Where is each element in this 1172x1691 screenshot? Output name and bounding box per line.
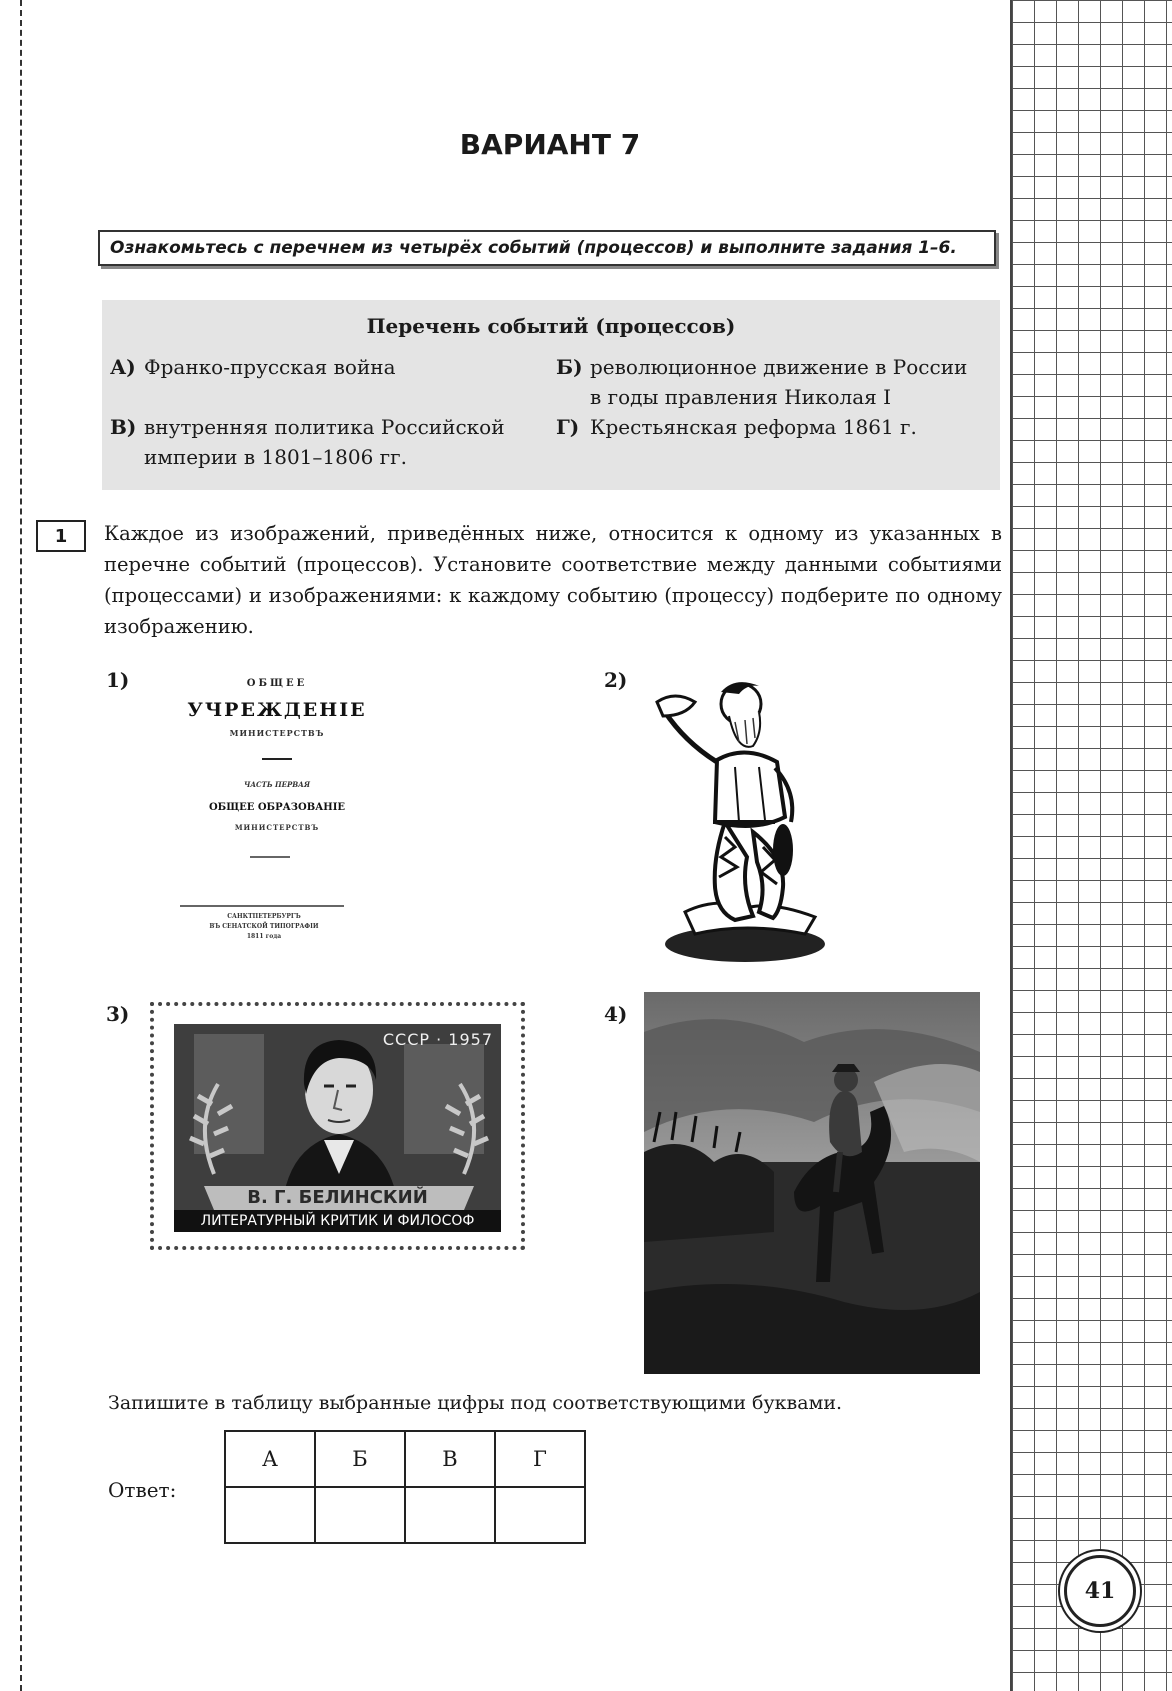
answer-cell-a[interactable] [225, 1487, 315, 1543]
svg-text:1811 года: 1811 года [246, 933, 282, 940]
image-3-stamp [150, 1002, 525, 1250]
answer-col-a: А [225, 1431, 315, 1487]
image-2-caricature [655, 672, 835, 962]
title-page-illustration [172, 660, 382, 950]
image-4-label: 4) [604, 1002, 628, 1026]
cut-line [20, 0, 22, 1691]
answer-label: Ответ: [108, 1478, 177, 1502]
answer-col-g: Г [495, 1431, 585, 1487]
svg-text:УЧРЕЖДЕНІЕ: УЧРЕЖДЕНІЕ [187, 699, 367, 721]
caricature-figure-illustration [655, 672, 835, 962]
stamp-caption: ЛИТЕРАТУРНЫЙ КРИТИК И ФИЛОСОФ [174, 1210, 501, 1232]
answer-table-cells [225, 1487, 585, 1543]
cavalry-painting-illustration [644, 992, 980, 1374]
stamp-field [174, 1024, 501, 1232]
svg-text:САНКТПЕТЕРБУРГЪ: САНКТПЕТЕРБУРГЪ [227, 913, 301, 920]
answer-grid-margin [1010, 0, 1172, 1691]
svg-text:ОБЩЕЕ: ОБЩЕЕ [246, 678, 308, 689]
image-1-title-page [172, 660, 382, 950]
answer-col-v: В [405, 1431, 495, 1487]
page-number: 41 [1064, 1555, 1136, 1627]
svg-text:МИНИСТЕРСТВЪ: МИНИСТЕРСТВЪ [234, 823, 320, 832]
instruction-box [98, 230, 996, 266]
task-number: 1 [36, 520, 86, 552]
answer-cell-b[interactable] [315, 1487, 405, 1543]
instruction-text: Ознакомьтесь с перечнем из четырёх событий (процессов) и выполните задания 1–6. [110, 238, 957, 258]
event-g: Г) Крестьянская реформа 1861 г. [556, 415, 917, 439]
events-list [102, 300, 1000, 490]
stamp-country: СССР · 1957 [382, 1030, 493, 1049]
image-1-label: 1) [106, 668, 130, 692]
answer-table [224, 1430, 586, 1544]
svg-text:МИНИСТЕРСТВЪ: МИНИСТЕРСТВЪ [229, 728, 325, 738]
events-title: Перечень событий (процессов) [366, 314, 736, 338]
event-b: Б) революционное движение в России в годы правления Николая I [556, 355, 968, 409]
stamp-name: В. Г. БЕЛИНСКИЙ [247, 1187, 428, 1208]
answer-table-header [225, 1431, 585, 1487]
svg-text:ОБЩЕЕ ОБРАЗОВАНІЕ: ОБЩЕЕ ОБРАЗОВАНІЕ [208, 802, 346, 813]
event-a: А) Франко-прусская война [110, 355, 396, 379]
event-v: В) внутренняя политика Российской империи в 1801–1806 гг. [110, 415, 505, 469]
answer-col-b: Б [315, 1431, 405, 1487]
image-4-painting [644, 992, 980, 1374]
variant-title: ВАРИАНТ 7 [459, 128, 641, 161]
svg-text:ВЪ СЕНАТСКОЙ ТИПОГРАФІИ: ВЪ СЕНАТСКОЙ ТИПОГРАФІИ [209, 923, 319, 930]
answer-cell-g[interactable] [495, 1487, 585, 1543]
answer-cell-v[interactable] [405, 1487, 495, 1543]
image-3-label: 3) [106, 1002, 130, 1026]
image-2-label: 2) [604, 668, 628, 692]
svg-text:ЧАСТЬ ПЕРВАЯ: ЧАСТЬ ПЕРВАЯ [243, 780, 311, 789]
task-text: Каждое из изображений, приведённых ниже, относится к одному из указанных в перечне событий (процессов). Установите соответствие между данными событиями (процессами) и изображениями: к каждому событию (процессу) подберите по одному изображению. [104, 522, 1002, 638]
answer-instruction: Запишите в таблицу выбранные цифры под соответствующими буквами. [108, 1392, 843, 1414]
